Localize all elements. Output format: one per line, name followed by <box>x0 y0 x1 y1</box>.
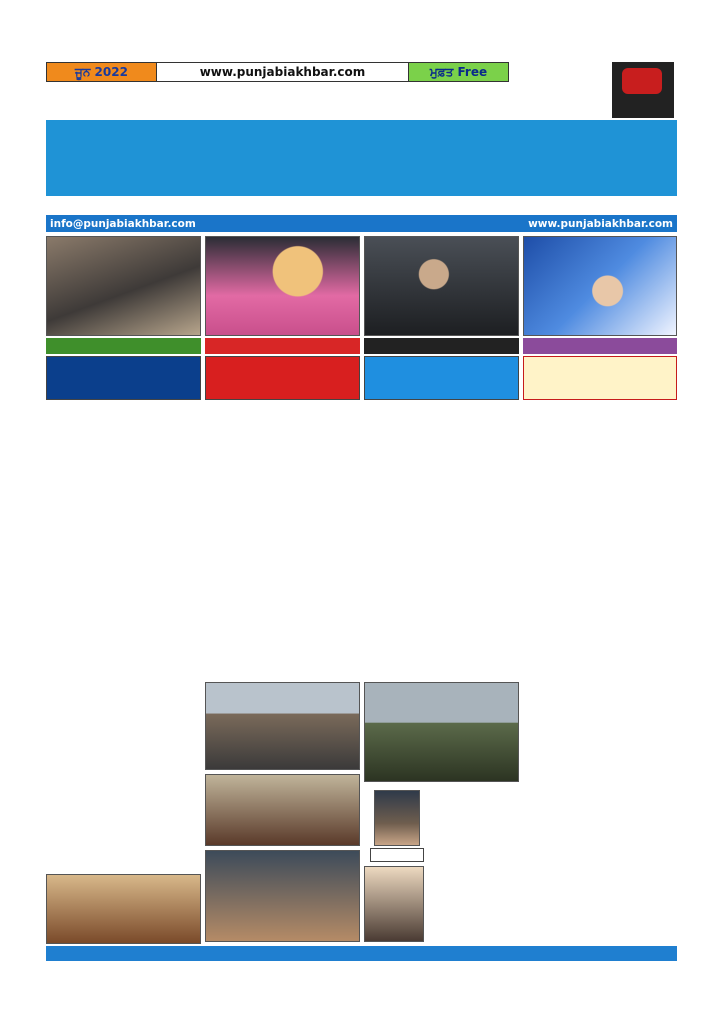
caption-column-2 <box>205 338 360 354</box>
website-link[interactable]: www.punjabiakhbar.com <box>157 63 408 81</box>
top-info-bar <box>46 62 509 82</box>
issue-date: ਜੂਨ 2022 <box>47 63 157 81</box>
article-body-column-2 <box>205 430 360 678</box>
page-footer <box>46 946 677 961</box>
masthead-tagline <box>280 198 450 214</box>
contact-info-bar <box>46 215 677 232</box>
article-body-column-3-continued <box>428 786 677 936</box>
headline-column-3 <box>364 356 519 400</box>
headline-column-2 <box>205 356 360 400</box>
photo-award-ceremony <box>46 236 201 336</box>
article-body-column-3 <box>364 430 519 678</box>
photo-group-indoor <box>205 774 360 846</box>
publication-subtitle <box>190 92 530 114</box>
website-link-secondary[interactable]: www.punjabiakhbar.com <box>528 217 673 230</box>
caption-column-4 <box>523 338 677 354</box>
photo-speakers <box>364 866 424 942</box>
headline-column-4 <box>523 356 677 400</box>
photo-award-recipients <box>46 874 201 944</box>
photo-audience <box>205 850 360 942</box>
free-badge: ਮੁਫ਼ਤ Free <box>408 63 508 81</box>
headline-column-1 <box>46 356 201 400</box>
photo-cyclist-trophy <box>205 236 360 336</box>
masthead-title <box>46 120 677 196</box>
reporter-name-label <box>370 848 424 862</box>
article-body-column-1 <box>46 430 201 870</box>
publisher-logo <box>612 62 674 118</box>
photo-candle-march <box>364 682 519 782</box>
photo-group-outdoor <box>205 682 360 770</box>
logo-mark-icon <box>622 68 662 94</box>
photo-reporter-portrait <box>374 790 420 846</box>
caption-column-1 <box>46 338 201 354</box>
email-link[interactable]: info@punjabiakhbar.com <box>50 217 196 230</box>
caption-column-3 <box>364 338 519 354</box>
photo-singer <box>364 236 519 336</box>
photo-prime-minister <box>523 236 677 336</box>
